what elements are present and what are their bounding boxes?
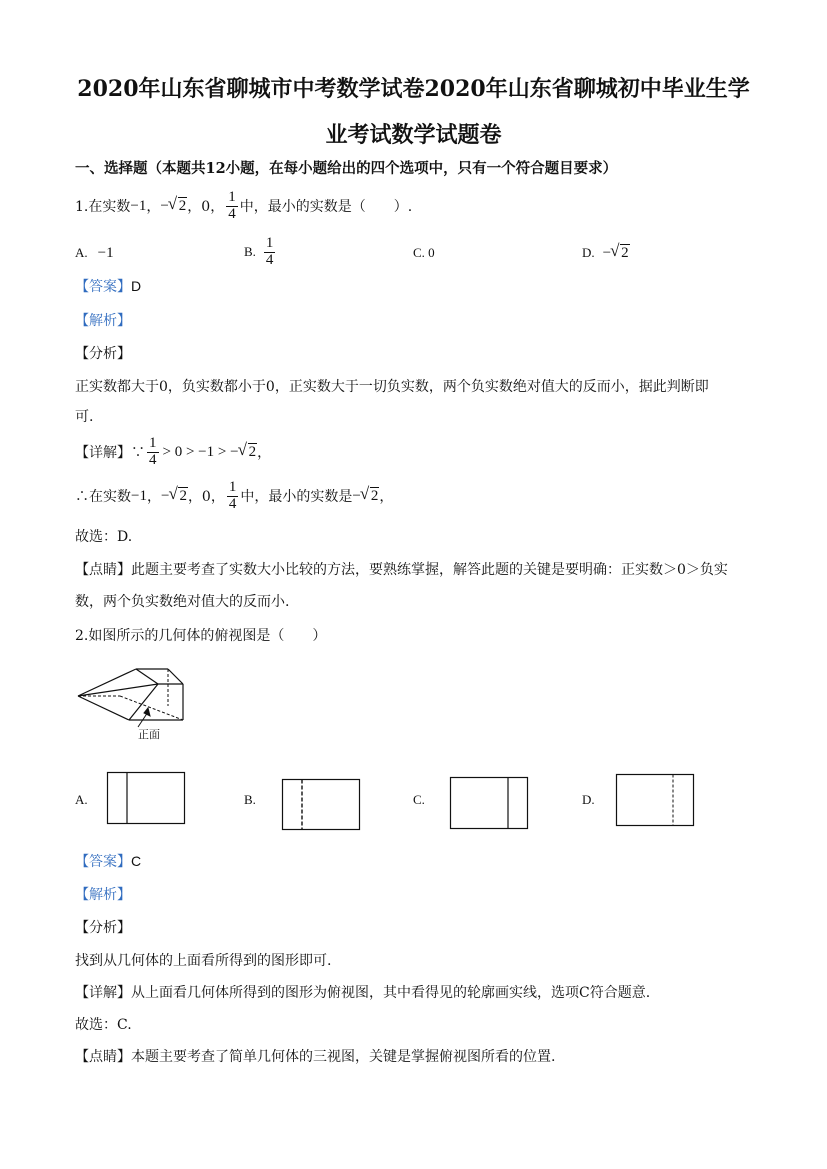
q1-therefore-result-radicand: 2 xyxy=(370,488,379,504)
sqrt-icon xyxy=(169,197,188,215)
q1-therefore-prefix: ∴在实数 xyxy=(75,489,131,505)
q2-dianjing-line: 【点睛】本题主要考查了简单几何体的三视图，关键是掌握俯视图所看的位置. xyxy=(75,1049,556,1065)
q1-xiangjie-den: 4 xyxy=(149,451,157,468)
q2-option-c-label: C. xyxy=(413,792,425,807)
q1-option-a-value: −1 xyxy=(97,244,114,261)
q1-option-d-label: D. xyxy=(582,245,595,260)
sqrt-icon xyxy=(169,487,188,505)
q2-option-c-figure xyxy=(450,777,530,831)
q1-frac-den: 4 xyxy=(228,205,236,222)
q1-option-b-den: 4 xyxy=(265,251,274,268)
q1-sep1: ， xyxy=(146,199,161,215)
q1-xiangjie-tag: 【详解】∵ xyxy=(75,445,145,461)
q1-answer xyxy=(75,276,141,296)
q1-therefore-neg-one: −1 xyxy=(131,487,147,504)
figure-label: 正面 xyxy=(138,729,160,741)
sqrt-icon xyxy=(611,244,630,262)
q1-therefore-sep: ， xyxy=(146,489,161,505)
q1-jiexi: 【解析】 xyxy=(75,313,131,329)
doc-title-line1: 2020年山东省聊城市中考数学试卷2020年山东省聊城初中毕业生学 xyxy=(77,76,750,102)
q2-jiexi: 【解析】 xyxy=(75,887,131,903)
q1-therefore-radicand: 2 xyxy=(179,488,187,504)
q1-fenxi: 【分析】 xyxy=(75,346,131,362)
q1-option-b-num: 1 xyxy=(265,234,274,251)
q2-option-a-figure xyxy=(107,772,187,826)
q1-fenxi-line1: 正实数都大于0，负实数都小于0，正实数大于一切负实数，两个负实数绝对值大的反而小，据此判断即 xyxy=(75,379,709,395)
q1-therefore-sign: − xyxy=(160,487,170,504)
answer-tag: 【答案】 xyxy=(75,279,131,295)
q1-dianjing-line2: 数，两个负实数绝对值大的反而小. xyxy=(75,594,290,610)
q1-therefore-result-sign: − xyxy=(352,487,361,504)
q1-prefix: 1.在实数 xyxy=(75,199,131,215)
q1-radicand: 2 xyxy=(178,198,187,214)
q1-option-a xyxy=(75,236,114,270)
q1-therefore-den: 4 xyxy=(228,495,237,512)
q1-xiangjie-end: ， xyxy=(257,445,272,461)
q1-answer-value: D xyxy=(131,278,142,294)
q1-frac-num: 1 xyxy=(228,188,236,205)
q2-fenxi: 【分析】 xyxy=(75,920,131,936)
q1-zero-text: ，0， xyxy=(187,199,225,215)
q1-stem xyxy=(75,184,412,228)
q1-option-d-radicand: 2 xyxy=(621,245,629,261)
q2-fenxi-line: 找到从几何体的上面看所得到的图形即可. xyxy=(75,953,332,969)
q1-option-b xyxy=(244,230,277,274)
q2-answer-value: C xyxy=(131,853,142,869)
q2-xiangjie-line: 【详解】从上面看几何体所得到的图形为俯视图，其中看得见的轮廓画实线，选项C符合题意. xyxy=(75,985,651,1001)
q1-option-c-label: C. 0 xyxy=(413,245,435,260)
q1-xiangjie-radicand: 2 xyxy=(248,444,257,460)
q1-fenxi-line2: 可. xyxy=(75,409,94,425)
answer-tag: 【答案】 xyxy=(75,854,131,870)
q1-option-a-label: A. xyxy=(75,245,88,260)
solid-figure xyxy=(76,662,196,742)
q1-therefore-end: ， xyxy=(379,489,394,505)
q1-option-c xyxy=(413,236,435,270)
q1-therefore xyxy=(75,474,393,518)
q2-answer xyxy=(75,851,141,871)
q1-therefore-num: 1 xyxy=(228,478,237,495)
doc-title-line2: 业考试数学试题卷 xyxy=(325,122,502,148)
q2-option-d-label: D. xyxy=(582,792,595,807)
section-heading: 一、选择题（本题共12小题，在每小题给出的四个选项中，只有一个符合题目要求） xyxy=(75,160,618,177)
q2-guxuan: 故选：C. xyxy=(75,1017,132,1033)
q1-therefore-zero: ，0， xyxy=(187,489,225,505)
q1-option-d xyxy=(582,236,630,270)
q1-dianjing-line1: 【点睛】此题主要考查了实数大小比较的方法，要熟练掌握，解答此题的关键是要明确：正实数＞0＞负实 xyxy=(75,562,728,578)
q1-xiangjie-fraction xyxy=(147,436,159,469)
q1-option-b-label: B. xyxy=(244,244,256,259)
q2-option-b-figure xyxy=(282,779,362,833)
sqrt-icon xyxy=(239,443,258,461)
q1-option-b-fraction xyxy=(264,236,276,269)
q2-stem: 2.如图所示的几何体的俯视图是（ ） xyxy=(75,628,327,644)
q2-option-b-label: B. xyxy=(244,792,256,807)
q1-therefore-mid: 中，最小的实数是 xyxy=(240,489,353,505)
q1-neg-sign: − xyxy=(160,197,169,214)
q1-suffix: 中，最小的实数是（ ）. xyxy=(239,199,413,215)
q1-therefore-fraction xyxy=(227,480,239,513)
q1-option-d-sign: − xyxy=(602,244,612,261)
q1-fraction xyxy=(226,190,238,223)
q1-guxuan: 故选：D. xyxy=(75,529,133,545)
sqrt-icon xyxy=(361,487,380,505)
q1-xiangjie-num: 1 xyxy=(149,434,157,451)
q1-neg-one: −1 xyxy=(130,197,147,214)
q2-option-a-label: A. xyxy=(75,792,88,807)
q1-xiangjie-chain: > 0 > −1 > − xyxy=(162,443,239,460)
q2-option-d-figure xyxy=(616,774,696,828)
q1-xiangjie xyxy=(75,430,271,474)
